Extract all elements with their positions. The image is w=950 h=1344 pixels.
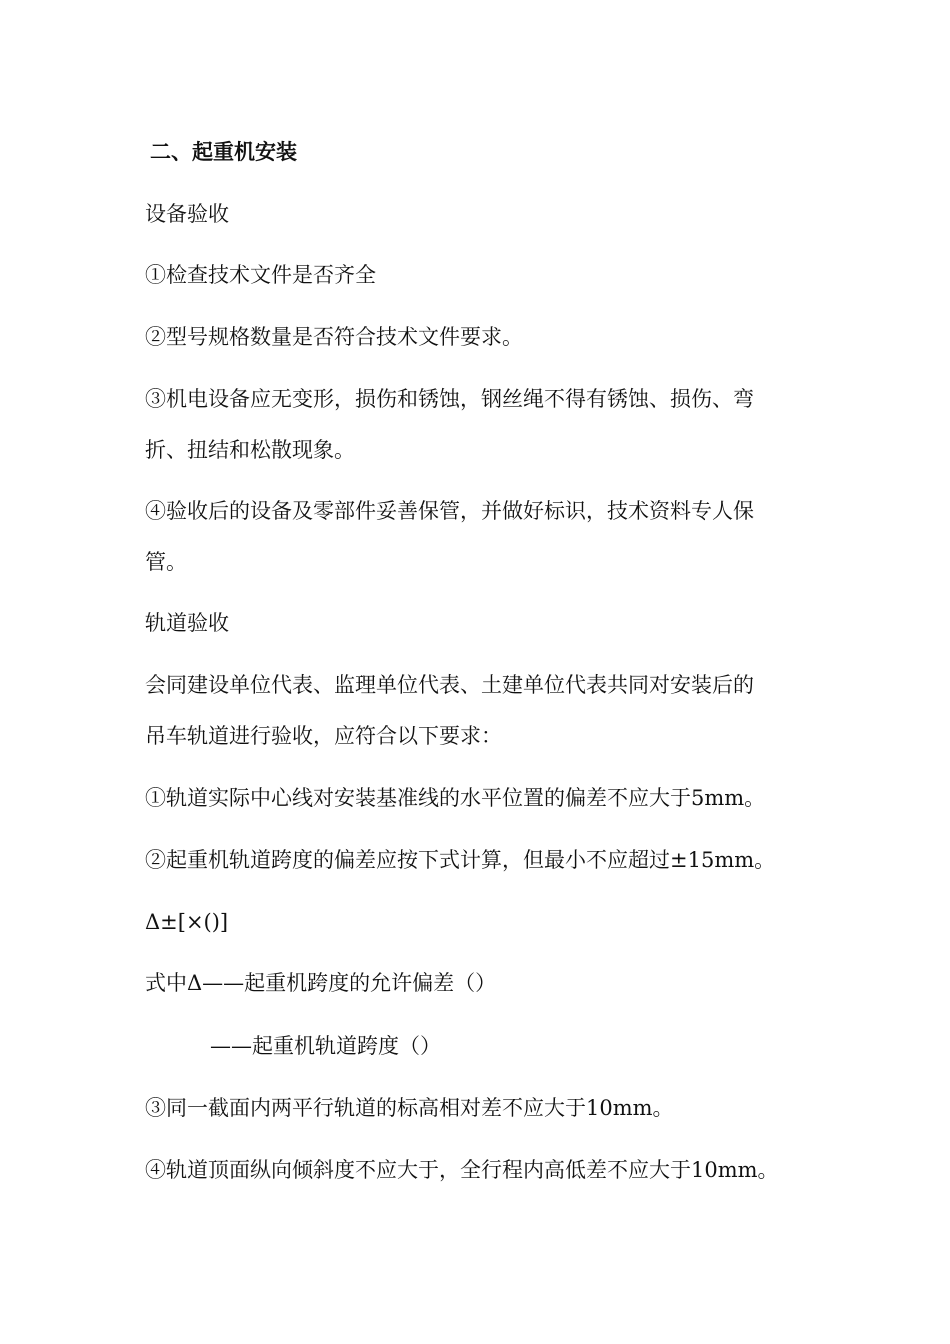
formula-legend-line: ——起重机轨道跨度（） [210,1034,441,1058]
paragraph-line: 折、扭结和松散现象。 [145,438,355,462]
formula-legend-line: 式中Δ——起重机跨度的允许偏差（） [145,971,497,995]
paragraph-line: 吊车轨道进行验收，应符合以下要求： [145,724,502,748]
paragraph-line: ②型号规格数量是否符合技术文件要求。 [145,325,523,349]
paragraph-line: ④验收后的设备及零部件妥善保管，并做好标识，技术资料专人保 [145,499,754,523]
paragraph-line: 管。 [145,550,187,574]
formula-line: Δ±[×()] [145,910,229,934]
paragraph-line: ④轨道顶面纵向倾斜度不应大于，全行程内高低差不应大于10mm。 [145,1158,779,1182]
paragraph-line: ③机电设备应无变形，损伤和锈蚀，钢丝绳不得有锈蚀、损伤、弯 [145,387,754,411]
subheading-track-acceptance: 轨道验收 [145,611,229,635]
paragraph-line: ①轨道实际中心线对安装基准线的水平位置的偏差不应大于5mm。 [145,786,766,810]
paragraph-line: ①检查技术文件是否齐全 [145,263,376,287]
paragraph-line: ③同一截面内两平行轨道的标高相对差不应大于10mm。 [145,1096,674,1120]
paragraph-line: 会同建设单位代表、监理单位代表、土建单位代表共同对安装后的 [145,673,754,697]
paragraph-line: ②起重机轨道跨度的偏差应按下式计算，但最小不应超过±15mm。 [145,848,776,872]
section-heading: 二、起重机安装 [150,140,297,164]
subheading-equipment-acceptance: 设备验收 [145,202,229,226]
